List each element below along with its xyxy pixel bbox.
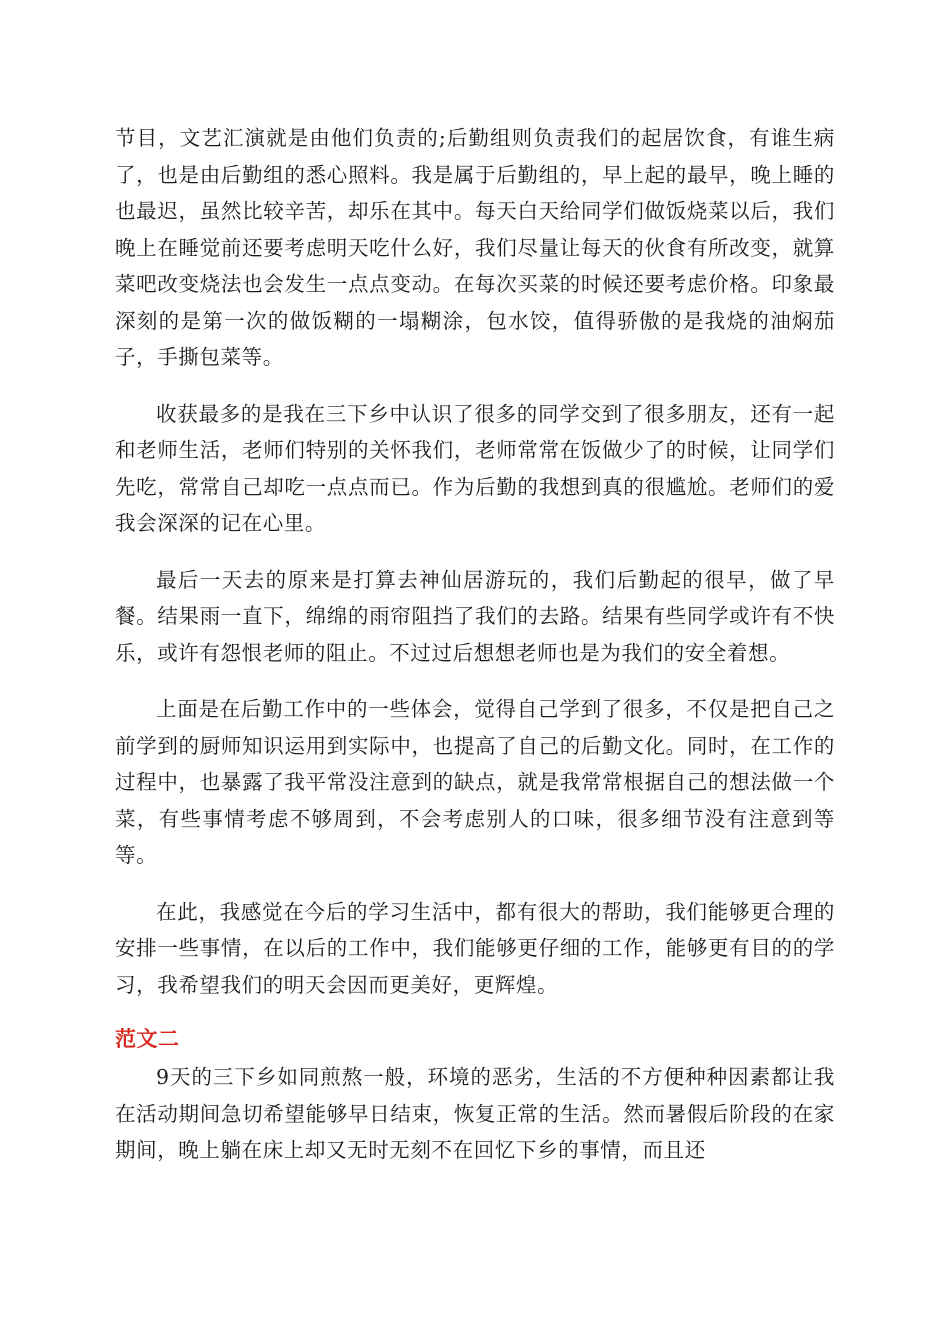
document-page: [115, 120, 835, 1169]
paragraph-continuation: 节目，文艺汇演就是由他们负责的;后勤组则负责我们的起居饮食，有谁生病了，也是由后勤组的悉心照料。我是属于后勤组的，早上起的最早，晚上睡的也最迟，虽然比较辛苦，却乐在其中。每天白天给同学们做饭烧菜以后，我们晚上在睡觉前还要考虑明天吃什么好，我们尽量让每天的伙食有所改变，就算菜吧改变烧法也会发生一点点变动。在每次买菜的时候还要考虑价格。印象最深刻的是第一次的做饭糊的一塌糊涂，包水饺，值得骄傲的是我烧的油焖茄子，手撕包菜等。: [115, 126, 835, 369]
paragraph-harvest: 收获最多的是我在三下乡中认识了很多的同学交到了很多朋友，还有一起和老师生活，老师们特别的关怀我们，老师常常在饭做少了的时候，让同学们先吃，常常自己却吃一点点而已。作为后勤的我想到真的很尴尬。老师们的爱我会深深的记在心里。: [115, 401, 835, 535]
paragraph-sample-two: 9天的三下乡如同煎熬一般，环境的恶劣，生活的不方便种种因素都让我在活动期间急切希望能够早日结束，恢复正常的生活。然而暑假后阶段的在家期间，晚上躺在床上却又无时无刻不在回忆下乡的事情，而且还: [115, 1065, 835, 1162]
paragraph-last-day: 最后一天去的原来是打算去神仙居游玩的，我们后勤起的很早，做了早餐。结果雨一直下，绵绵的雨帘阻挡了我们的去路。结果有些同学或许有不快乐，或许有怨恨老师的阻止。不过过后想想老师也是为我们的安全着想。: [115, 567, 835, 665]
paragraph-reflection: 上面是在后勤工作中的一些体会，觉得自己学到了很多，不仅是把自己之前学到的厨师知识运用到实际中，也提高了自己的后勤文化。同时，在工作的过程中，也暴露了我平常没注意到的缺点，就是我常常根据自己的想法做一个菜，有些事情考虑不够周到，不会考虑别人的口味，很多细节没有注意到等等。: [115, 697, 835, 867]
paragraph-conclusion: 在此，我感觉在今后的学习生活中，都有很大的帮助，我们能够更合理的安排一些事情，在以后的工作中，我们能够更仔细的工作，能够更有目的的学习，我希望我们的明天会因而更美好，更辉煌。: [115, 899, 835, 997]
section-heading: 范文二: [115, 1027, 180, 1051]
